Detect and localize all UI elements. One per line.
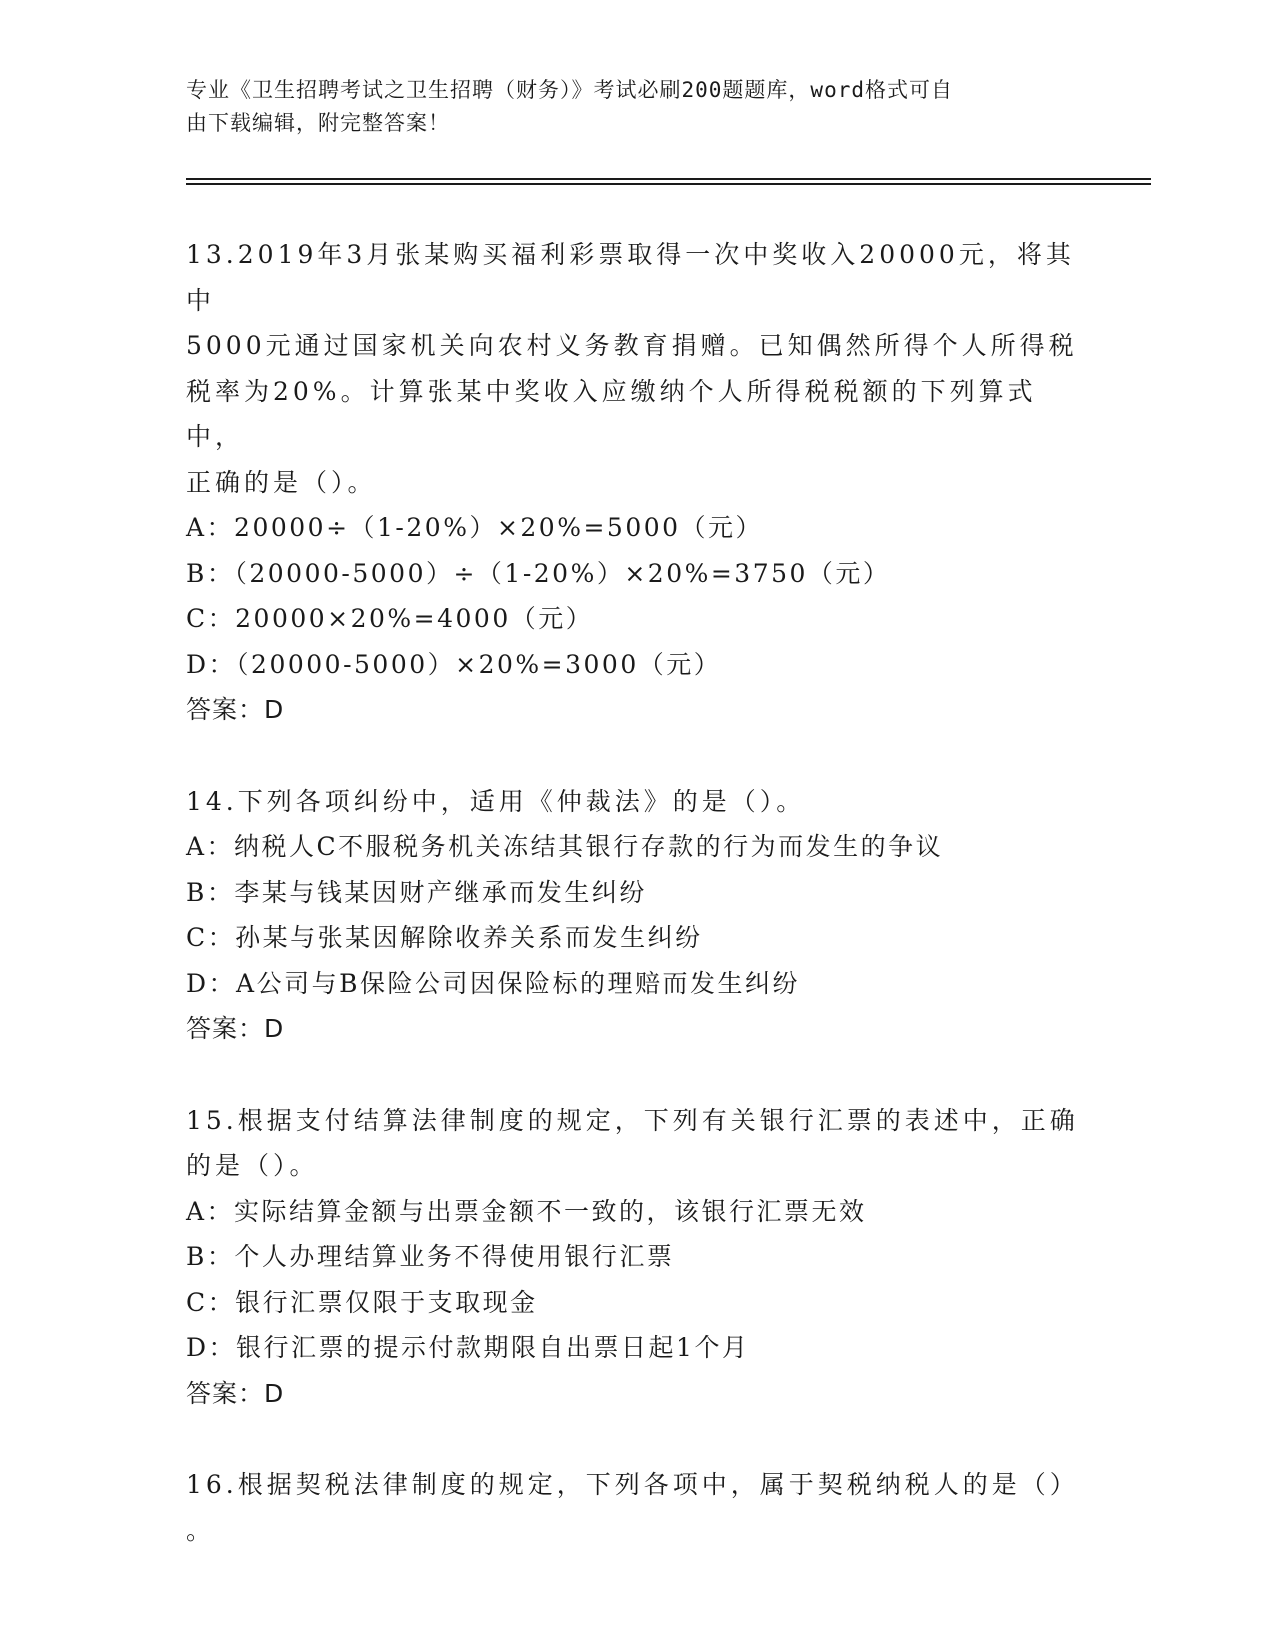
option-c: C：孙某与张某因解除收养关系而发生纠纷 [186,923,703,952]
option-d: D：A公司与B保险公司因保险标的理赔而发生纠纷 [186,968,800,998]
header-line-1: 专业《卫生招聘考试之卫生招聘（财务）》考试必刷200题题库，word格式可自 [186,78,953,102]
document-header [186,74,1066,140]
header-line-2: 由下载编辑，附完整答案！ [186,111,450,135]
question-stem-line: 15.根据支付结算法律制度的规定，下列有关银行汇票的表述中，正确 [186,1105,1079,1135]
question-stem-line: 正确的是（）。 [186,467,377,497]
option-a: A：实际结算金额与出票金额不一致的，该银行汇票无效 [186,1196,867,1226]
header-divider-top [186,178,1151,180]
option-b: B：李某与钱某因财产继承而发生纠纷 [186,877,647,907]
option-a: A：纳税人C不服税务机关冻结其银行存款的行为而发生的争议 [186,832,944,861]
question-stem-line: 14.下列各项纠纷中，适用《仲裁法》的是（）。 [186,786,806,816]
answer-line: 答案：D [186,695,285,724]
answer-line: 答案：D [186,1378,285,1408]
question-stem-line: 16.根据契税法律制度的规定，下列各项中，属于契税纳税人的是（） [186,1470,1079,1499]
option-d: D：（20000-5000）×20%=3000（元） [186,649,722,679]
question-13 [186,232,1086,733]
question-15 [186,1098,1086,1417]
question-stem-line: 5000元通过国家机关向农村义务教育捐赠。已知偶然所得个人所得税 [186,331,1078,360]
header-divider-bottom [186,183,1151,185]
question-stem-line: 13.2019年3月张某购买福利彩票取得一次中奖收入20000元，将其中 [186,240,1075,315]
question-list [186,232,1086,1599]
option-c: C：20000×20%=4000（元） [186,604,594,633]
question-stem-line: 。 [186,1515,216,1545]
answer-line: 答案：D [186,1014,285,1043]
option-b: B：（20000-5000）÷（1-20%）×20%=3750（元） [186,558,891,588]
option-b: B：个人办理结算业务不得使用银行汇票 [186,1242,675,1271]
question-14 [186,779,1086,1052]
option-a: A：20000÷（1-20%）×20%=5000（元） [186,513,764,542]
question-stem-line: 税率为20%。计算张某中奖收入应缴纳个人所得税税额的下列算式中， [186,376,1037,451]
option-d: D：银行汇票的提示付款期限自出票日起1个月 [186,1333,750,1362]
option-c: C：银行汇票仅限于支取现金 [186,1287,538,1317]
question-16 [186,1462,1086,1553]
question-stem-line: 的是（）。 [186,1151,319,1180]
